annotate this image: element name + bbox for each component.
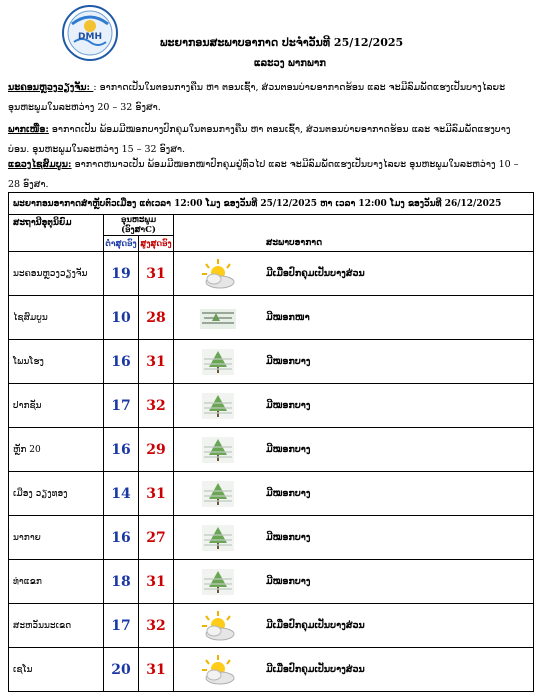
weather-desc: ມີເມືອປົກຄຸມເປັນບາງສ່ວນ [262,648,534,692]
high-temp: 31 [139,252,174,296]
weather-desc: ມີໝອກບາງ [262,472,534,516]
region-text: ອາກາດເປັນ ພ້ອມມີໝອກບາງປົກຄຸມໃນຕອນກາງຄືນ ຫາ ຕອນເຊົ້າ, ສ່ວນຕອນບ່າຍອາກາດຮ້ອນ ແລະ ຈະມີລົມພັດແຮງບາງບ່ອນ. ອຸນຫະພູມໃນລະຫວ່າງ 15 – 32 ອົງສາ. [8,124,511,155]
high-temp: 32 [139,384,174,428]
low-temp: 17 [104,604,139,648]
high-temp: 27 [139,516,174,560]
low-temp: 19 [104,252,139,296]
table-row [9,384,534,428]
station-name: ນາກາຍ [9,516,104,560]
col-station-header: ສະຖານີອຸຕຸນິຍົມ [9,215,104,252]
mist-icon [174,384,263,428]
low-temp: 18 [104,560,139,604]
region-label: ແຂວງໄຊສົມບູນ: [8,159,72,170]
table-row [9,604,534,648]
station-name: ສະຫວັນນະເຂດ [9,604,104,648]
forecast-table [8,192,534,692]
high-temp: 29 [139,428,174,472]
table-header-row [9,215,534,236]
station-name: ໂພນໂຮງ [9,340,104,384]
col-low-header: ຕ່ຳສຸດອົງ [104,236,139,252]
high-temp: 32 [139,604,174,648]
region-paragraph [8,120,528,160]
weather-desc: ມີໝອກບາງ [262,560,534,604]
region-text: ອາກາດຫນາວເປັນ ພ້ອມມີໝອກໜາປົກຄຸມຢູ່ທົ່ວໄປ ແລະ ຈະມີລົມພັດແຮງເປັນບາງໄລຍະ ອຸນຫະພູມໃນລະຫວ່າງ 10 – 28 ອົງສາ. [8,159,519,190]
region-text: : ອາກາດເປັນໃນຕອນກາງຄືນ ຫາ ຕອນເຊົ້າ, ສ່ວນຕອນບ່າຍອາກາດຮ້ອນ ແລະ ຈະມີລົມພັດແຮງເປັນບາງໄລຍະ ອຸນຫະພູມໃນລະຫວ່າງ 20 – 32 ອົງສາ. [8,82,506,113]
table-row [9,472,534,516]
col-high-header: ສູງສຸດອົງ [139,236,174,252]
station-name: ເຊໂນ [9,648,104,692]
high-temp: 31 [139,472,174,516]
region-paragraph [8,155,528,195]
weather-desc: ມີໝອກບາງ [262,516,534,560]
mist-icon [174,472,263,516]
region-label: ພາກເໜືອ: [8,124,49,135]
station-name: ຫຼັກ 20 [9,428,104,472]
low-temp: 16 [104,428,139,472]
low-temp: 16 [104,340,139,384]
high-temp: 31 [139,648,174,692]
table-period-row [9,193,534,215]
mist-icon [174,428,263,472]
table-row [9,252,534,296]
low-temp: 16 [104,516,139,560]
weather-desc: ມີໝອກບາງ [262,340,534,384]
table-row [9,560,534,604]
page-title: ພະຍາກອນສະພາບອາກາດ ປະຈຳວັນທີ 25/12/2025 [160,36,404,49]
table-row [9,648,534,692]
station-name: ປາກຊັນ [9,384,104,428]
station-name: ທ່າແຂກ [9,560,104,604]
forecast-period: ພະຍາກອນອາກາດສຳຫຼັບຕົວເມືອງ ແຕ່ເວລາ 12:00 ໂມງ ຂອງວັນທີ 25/12/2025 ຫາ ເວລາ 12:00 ໂມງ ຂອງວັນທີ 26/12/2025 [9,193,534,215]
mist-icon [174,560,263,604]
weather-desc: ມີໝອກໜາ [262,296,534,340]
high-temp: 31 [139,340,174,384]
sun-cloud-icon [174,252,263,296]
table-row [9,340,534,384]
sun-cloud-icon [174,604,263,648]
low-temp: 10 [104,296,139,340]
table-row [9,516,534,560]
logo-text: DMH [78,32,102,42]
low-temp: 14 [104,472,139,516]
col-temp-header: ອຸນຫະພູມ (ອົງສາC) [104,215,174,236]
weather-desc: ມີໝອກບາງ [262,384,534,428]
weather-desc: ມີເມືອປົກຄຸມເປັນບາງສ່ວນ [262,604,534,648]
region-paragraph [8,78,528,118]
station-name: ນະຄອນຫຼວງວຽງຈັນ [9,252,104,296]
mist-icon [174,516,263,560]
table-row [9,428,534,472]
fog-icon [174,296,263,340]
high-temp: 28 [139,296,174,340]
col-weather-header: ສະພາບອາກາດ [262,215,534,252]
sun-cloud-icon [174,648,263,692]
low-temp: 20 [104,648,139,692]
station-name: ໄຊສົມບູນ [9,296,104,340]
low-temp: 17 [104,384,139,428]
weather-desc: ມີໝອກບາງ [262,428,534,472]
station-name: ເມືອງ ວຽງທອງ [9,472,104,516]
weather-desc: ມີເມືອປົກຄຸມເປັນບາງສ່ວນ [262,252,534,296]
dmh-logo [60,4,120,62]
mist-icon [174,340,263,384]
region-label: ນະຄອນຫຼວງວຽງຈັນ: [8,82,94,93]
header-blank-cell [174,215,263,252]
table-row [9,296,534,340]
page-subtitle: ແລະວງ ພາກພາກ [254,58,326,69]
high-temp: 31 [139,560,174,604]
